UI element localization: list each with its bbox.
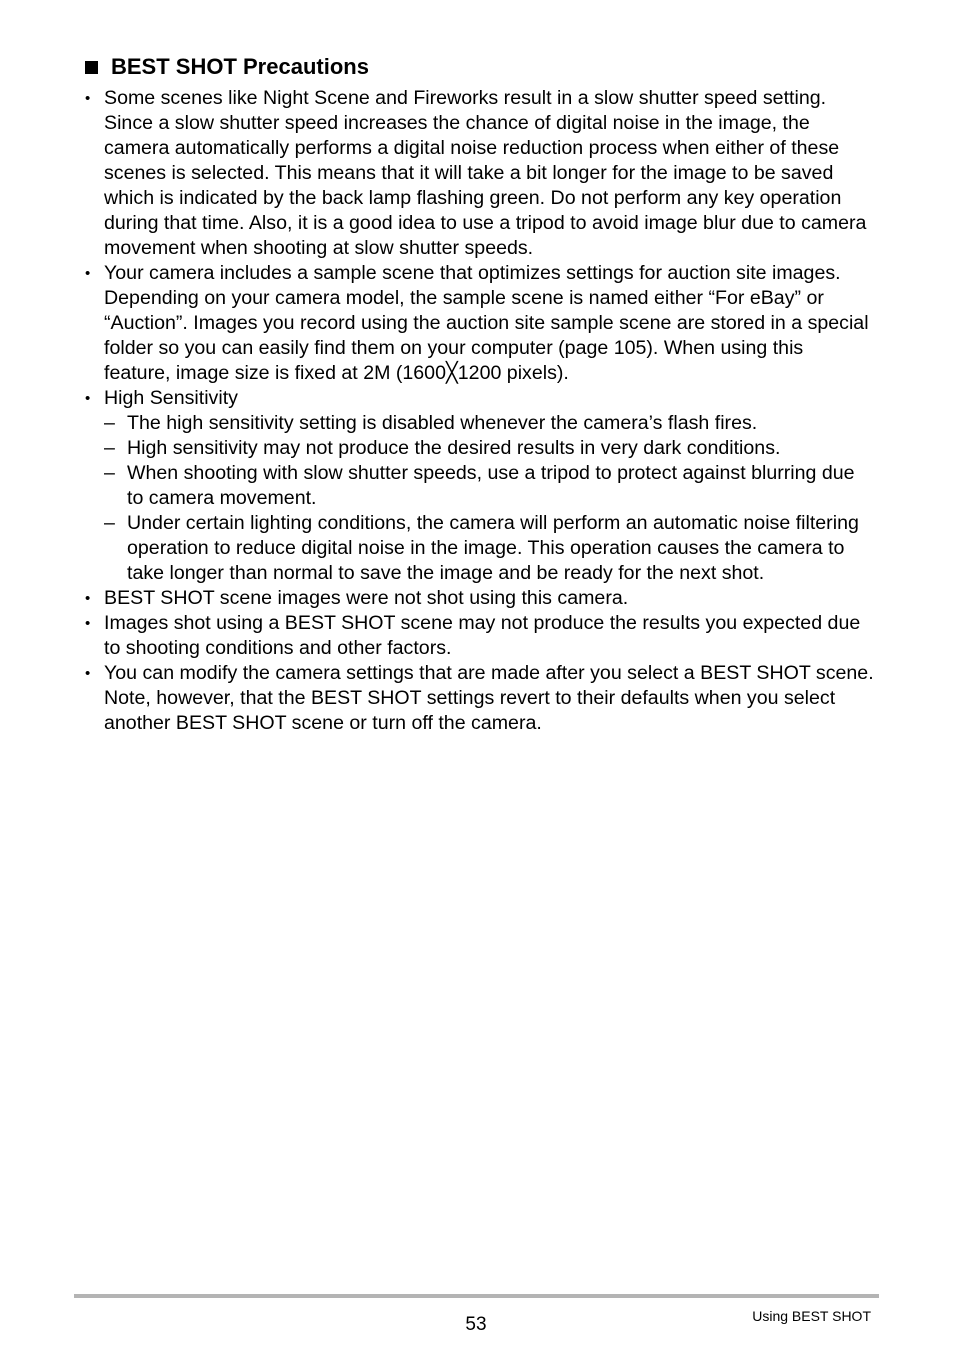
bullet-icon: •: [85, 390, 91, 407]
list-item-text: Images shot using a BEST SHOT scene may not produce the results you expected due to shooting conditions and other factors.: [104, 612, 861, 659]
black-square-icon: [85, 61, 98, 74]
bullet-icon: •: [85, 665, 91, 682]
sublist-item: [104, 511, 875, 586]
section-heading-text: BEST SHOT Precautions: [111, 54, 369, 79]
bullet-icon: •: [85, 615, 91, 632]
sublist-item: [104, 461, 875, 511]
list-item-text: You can modify the camera settings that are made after you select a BEST SHOT scene. Note, however, that the BEST SHOT settings revert to their defaults when you select another BEST SHOT scene or turn off the camera.: [104, 662, 874, 734]
list-item-text: BEST SHOT scene images were not shot using this camera.: [104, 587, 629, 609]
footer-divider: [74, 1294, 879, 1298]
list-item: [85, 386, 875, 586]
dash-icon: –: [104, 462, 115, 484]
list-item: [85, 611, 875, 661]
sublist-item-text: The high sensitivity setting is disabled whenever the camera’s flash fires.: [127, 412, 758, 434]
bullet-icon: •: [85, 590, 91, 607]
dash-icon: –: [104, 437, 115, 459]
list-item: [85, 661, 875, 736]
sublist-item: [104, 411, 875, 436]
sublist-item-text: High sensitivity may not produce the desired results in very dark conditions.: [127, 437, 781, 459]
sublist-item-text: When shooting with slow shutter speeds, use a tripod to protect against blurring due to camera movement.: [127, 462, 855, 509]
list-item: [85, 586, 875, 611]
sublist-item: [104, 436, 875, 461]
bullet-icon: •: [85, 265, 91, 282]
sublist-item-text: Under certain lighting conditions, the camera will perform an automatic noise filtering operation to reduce digital noise in the image. This operation causes the camera to take longer than normal to save the image and be ready for the next shot.: [127, 512, 859, 584]
dash-icon: –: [104, 412, 115, 434]
list-item: [85, 261, 875, 386]
list-item: [85, 86, 875, 261]
precautions-content: [85, 86, 875, 736]
dash-icon: –: [104, 512, 115, 534]
section-heading: [85, 53, 369, 81]
footer-section-name: Using BEST SHOT: [752, 1308, 871, 1324]
page-number: 53: [465, 1314, 487, 1335]
high-sensitivity-sublist: [104, 411, 875, 586]
bullet-icon: •: [85, 90, 91, 107]
precautions-list: [85, 86, 875, 736]
list-item-text: Some scenes like Night Scene and Fireworks result in a slow shutter speed setting. Since a slow shutter speed increases the chance of digital noise in the image, the camera automatically performs a digital noise reduction process when either of these scenes is selected. This means that it will take a bit longer for the image to be saved which is indicated by the back lamp flashing green. Do not perform any key operation during that time. Also, it is a good idea to use a tripod to avoid image blur due to camera movement when shooting at slow shutter speeds.: [104, 87, 867, 259]
list-item-text: Your camera includes a sample scene that optimizes settings for auction site images. Depending on your camera model, the sample scene is named either “For eBay” or “Auction”. Images you record using the auction site sample scene are stored in a special folder so you can easily find them on your computer (page 105). When using this feature, image size is fixed at 2M (1600╳1200 pixels).: [104, 262, 869, 384]
list-item-text: High Sensitivity: [104, 387, 238, 409]
